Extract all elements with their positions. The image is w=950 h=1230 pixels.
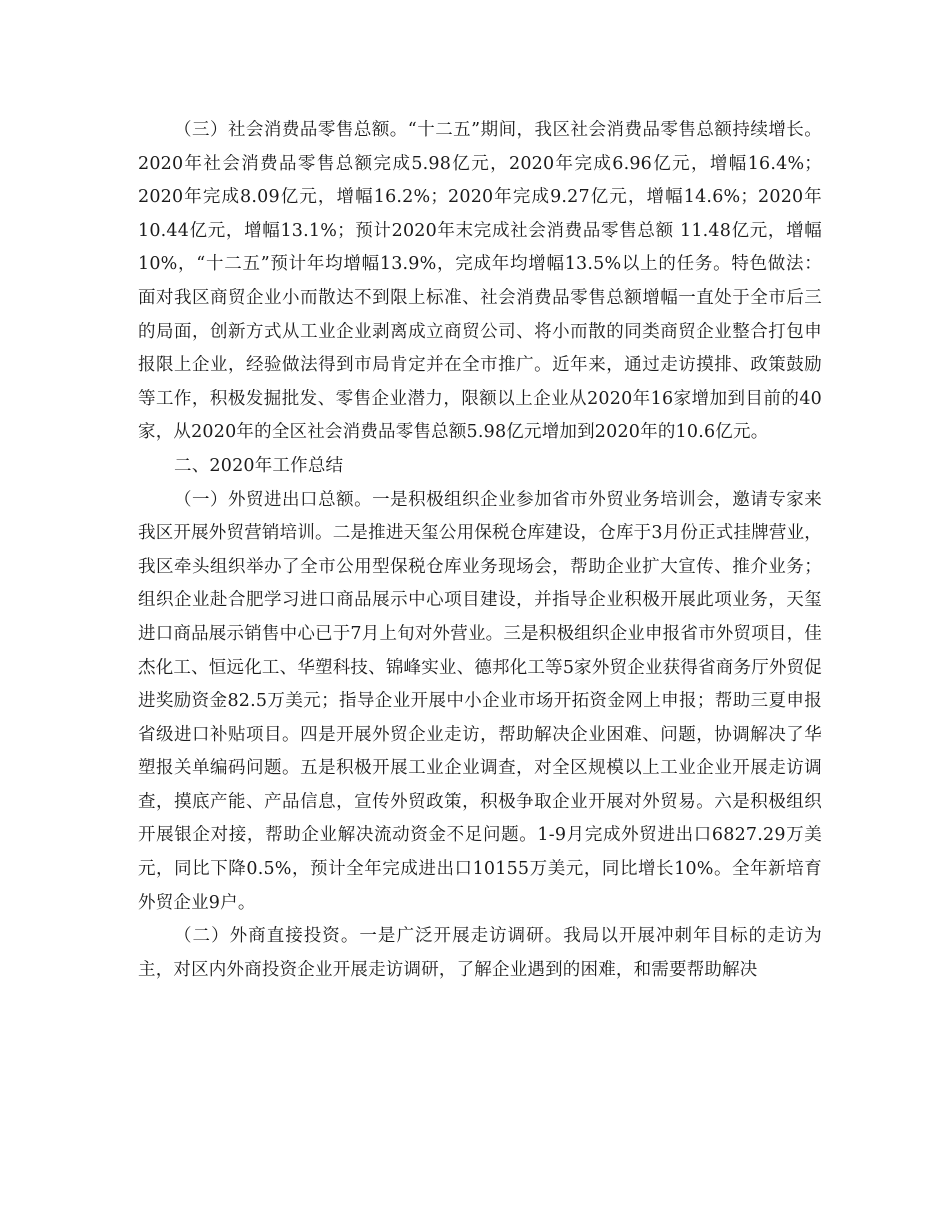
paragraph-retail-sales: （三）社会消费品零售总额。“十二五”期间，我区社会消费品零售总额持续增长。2020年社会消费品零售总额完成5.98亿元，2020年完成6.96亿元，增幅16.4%；2020年完成8.09亿元，增幅16.2%；2020年完成9.27亿元，增幅14.6%；2020年10.44亿元，增幅13.1%；预计2020年末完成社会消费品零售总额 11.48亿元，增幅10%，“十二五”预计年均增幅13.9%，完成年均增幅13.5%以上的任务。特色做法：面对我区商贸企业小而散达不到限上标准、社会消费品零售总额增幅一直处于全市后三的局面，创新方式从工业企业剥离成立商贸公司、将小而散的同类商贸企业整合打包申报限上企业，经验做法得到市局肯定并在全市推广。近年来，通过走访摸排、政策鼓励等工作，积极发掘批发、零售企业潜力，限额以上企业从2020年16家增加到目前的40家，从2020年的全区社会消费品零售总额5.98亿元增加到2020年的10.6亿元。	[138, 120, 822, 443]
document-body	[138, 114, 822, 987]
paragraph-foreign-investment: （二）外商直接投资。一是广泛开展走访调研。我局以开展冲刺年目标的走访为主，对区内外商投资企业开展走访调研，了解企业遇到的困难，和需要帮助解决	[138, 926, 822, 980]
section-heading: 二、2020年工作总结	[174, 455, 344, 476]
paragraph-foreign-trade: （一）外贸进出口总额。一是积极组织企业参加省市外贸业务培训会，邀请专家来我区开展外贸营销培训。二是推进天玺公用保税仓库建设，仓库于3月份正式挂牌营业，我区牵头组织举办了全市公用型保税仓库业务现场会，帮助企业扩大宣传、推介业务；组织企业赴合肥学习进口商品展示中心项目建设，并指导企业积极开展此项业务，天玺进口商品展示销售中心已于7月上旬对外营业。三是积极组织企业申报省市外贸项目，佳杰化工、恒远化工、华塑科技、锦峰实业、德邦化工等5家外贸企业获得省商务厅外贸促进奖励资金82.5万美元；指导企业开展中小企业市场开拓资金网上申报；帮助三夏申报省级进口补贴项目。四是开展外贸企业走访，帮助解决企业困难、问题，协调解决了华塑报关单编码问题。五是积极开展工业企业调查，对全区规模以上工业企业开展走访调查，摸底产能、产品信息，宣传外贸政策，积极争取企业开展对外贸易。六是积极组织开展银企对接，帮助企业解决流动资金不足问题。1-9月完成外贸进出口6827.29万美元，同比下降0.5%，预计全年完成进出口10155万美元，同比增长10%。全年新培育外贸企业9户。	[138, 489, 822, 913]
